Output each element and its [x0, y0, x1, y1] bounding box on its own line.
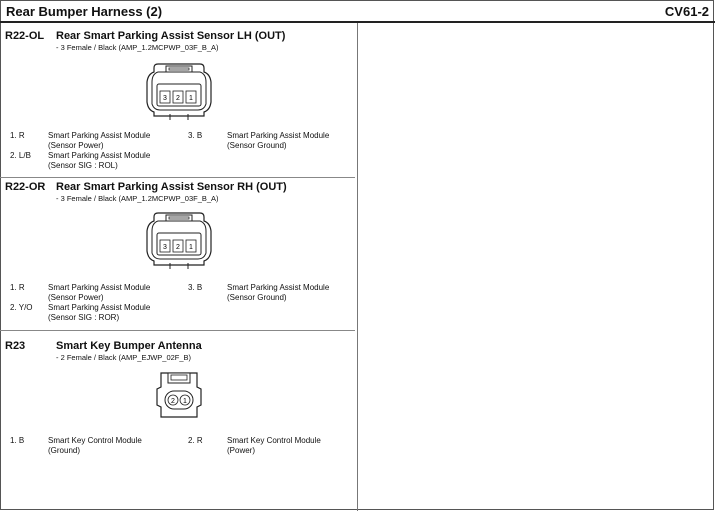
pin-desc-1: Smart Parking Assist Module — [48, 303, 151, 312]
pin-label: 1 — [189, 244, 193, 251]
connector-section-r22-or — [0, 181, 356, 326]
connector-name: Smart Key Bumper Antenna — [56, 340, 202, 352]
pin-label: 2 — [176, 95, 180, 102]
pin-3-cell — [160, 240, 170, 252]
pin-desc-2: (Sensor Ground) — [227, 293, 287, 302]
connector-name: Rear Smart Parking Assist Sensor RH (OUT) — [56, 181, 287, 193]
column-divider — [357, 23, 358, 511]
pin-number: 1. R — [10, 283, 25, 292]
pin-label: 1 — [183, 398, 187, 405]
pin-label: 1 — [189, 95, 193, 102]
pin-desc-2: (Ground) — [48, 446, 81, 455]
connector-name: Rear Smart Parking Assist Sensor LH (OUT) — [56, 30, 286, 42]
pin-desc-1: Smart Parking Assist Module — [48, 283, 151, 292]
connector-code: R22-OL — [5, 30, 45, 42]
connector-spec: - 3 Female / Black (AMP_1.2MCPWP_03F_B_A) — [56, 194, 219, 203]
pin-desc-2: (Power) — [227, 446, 256, 455]
connector-section-r23 — [0, 340, 356, 470]
pin-label: 3 — [163, 244, 167, 251]
pin-desc-1: Smart Parking Assist Module — [48, 151, 151, 160]
pin-1-cell — [186, 91, 196, 103]
pin-number: 2. L/B — [10, 151, 31, 160]
2-pin-connector-icon — [153, 369, 205, 421]
pin-desc-1: Smart Key Control Module — [227, 436, 321, 445]
pin-3-cell — [160, 91, 170, 103]
pin-1-cell — [186, 240, 196, 252]
connector-code: R22-OR — [5, 181, 46, 193]
connector-section-r22-ol — [0, 30, 356, 175]
pin-2-cell — [168, 395, 178, 405]
3-pin-connector-icon — [140, 209, 218, 269]
pin-number: 3. B — [188, 131, 203, 140]
pin-number: 2. R — [188, 436, 203, 445]
page-header — [0, 0, 715, 23]
pin-desc-1: Smart Parking Assist Module — [227, 131, 330, 140]
page-title: Rear Bumper Harness (2) — [6, 4, 163, 19]
pin-label: 2 — [171, 398, 175, 405]
3-pin-connector-icon — [140, 60, 218, 120]
pin-desc-2: (Sensor Power) — [48, 141, 104, 150]
pin-label: 3 — [163, 95, 167, 102]
connector-spec: - 3 Female / Black (AMP_1.2MCPWP_03F_B_A) — [56, 43, 219, 52]
pin-desc-1: Smart Parking Assist Module — [227, 283, 330, 292]
pin-label: 2 — [176, 244, 180, 251]
page-code: CV61-2 — [664, 4, 709, 19]
pin-1-cell — [180, 395, 190, 405]
pin-2-cell — [173, 91, 183, 103]
section-divider — [0, 177, 355, 178]
connector-spec: - 2 Female / Black (AMP_EJWP_02F_B) — [56, 353, 192, 362]
section-divider — [0, 330, 355, 331]
pin-desc-2: (Sensor Ground) — [227, 141, 287, 150]
connector-code: R23 — [5, 340, 26, 352]
pin-desc-1: Smart Parking Assist Module — [48, 131, 151, 140]
pin-number: 1. R — [10, 131, 25, 140]
pin-number: 2. Y/O — [10, 303, 33, 312]
pin-number: 1. B — [10, 436, 25, 445]
pin-desc-2: (Sensor SIG : ROL) — [48, 161, 118, 170]
pin-number: 3. B — [188, 283, 203, 292]
pin-desc-2: (Sensor Power) — [48, 293, 104, 302]
pin-desc-2: (Sensor SIG : ROR) — [48, 313, 120, 322]
pin-2-cell — [173, 240, 183, 252]
pin-desc-1: Smart Key Control Module — [48, 436, 142, 445]
